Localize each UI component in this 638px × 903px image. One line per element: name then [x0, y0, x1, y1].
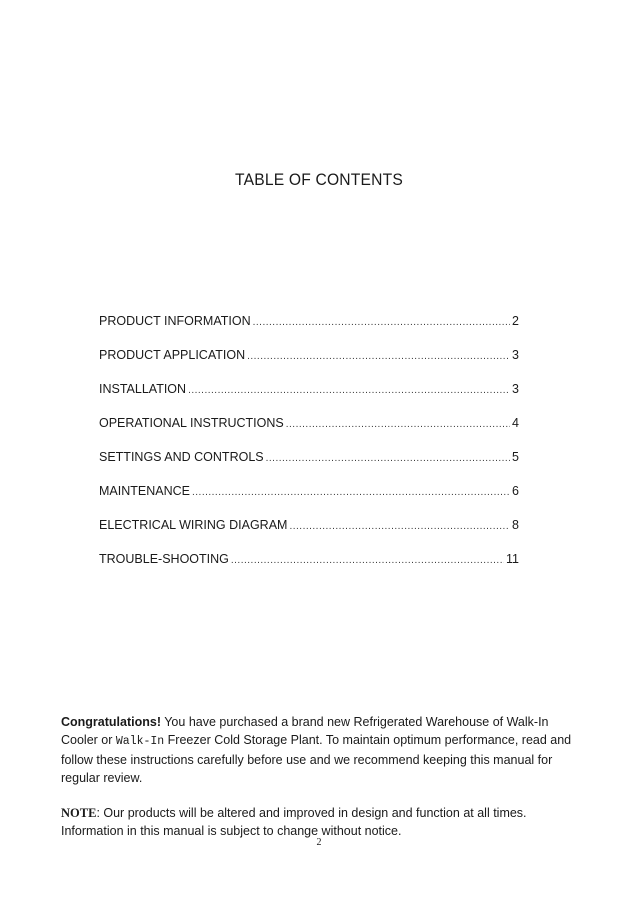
- toc-entry-page: 3: [512, 348, 519, 362]
- toc-entry-settings-and-controls[interactable]: [99, 449, 519, 483]
- table-of-contents: [99, 313, 519, 585]
- toc-entry-trouble-shooting[interactable]: [99, 551, 519, 585]
- toc-entry-label: SETTINGS AND CONTROLS: [99, 450, 264, 464]
- congratulations-text-continued: Freezer Cold Storage Plant. To maintain optimum performance, read and follow these instructions carefully before use and we recommend keeping this manual for regular review.: [61, 733, 572, 785]
- toc-leader-dots: [188, 383, 510, 399]
- toc-leader-dots: [192, 485, 510, 501]
- congratulations-label: Congratulations!: [61, 715, 161, 729]
- toc-entry-maintenance[interactable]: [99, 483, 519, 517]
- congratulations-paragraph: [61, 713, 586, 787]
- toc-entry-label: PRODUCT INFORMATION: [99, 314, 251, 328]
- toc-entry-page: 6: [512, 484, 519, 498]
- note-label: NOTE: [61, 806, 97, 820]
- toc-entry-product-information[interactable]: [99, 313, 519, 347]
- toc-entry-label: PRODUCT APPLICATION: [99, 348, 246, 362]
- toc-leader-dots: [253, 315, 510, 331]
- toc-entry-label: MAINTENANCE: [99, 484, 190, 498]
- page-title: TABLE OF CONTENTS: [235, 170, 403, 189]
- toc-entry-product-application[interactable]: [99, 347, 519, 381]
- toc-entry-label: ELECTRICAL WIRING DIAGRAM: [99, 518, 288, 532]
- toc-leader-dots: [247, 349, 510, 365]
- toc-entry-installation[interactable]: [99, 381, 519, 415]
- toc-leader-dots: [289, 519, 510, 535]
- toc-leader-dots: [231, 553, 504, 569]
- toc-entry-label: INSTALLATION: [99, 382, 187, 396]
- toc-leader-dots: [266, 451, 510, 467]
- toc-entry-operational-instructions[interactable]: [99, 415, 519, 449]
- toc-entry-electrical-wiring-diagram[interactable]: [99, 517, 519, 551]
- toc-entry-page: 8: [512, 518, 519, 532]
- toc-entry-page: 11: [506, 552, 519, 566]
- note-paragraph: [61, 804, 586, 840]
- toc-entry-page: 3: [512, 382, 519, 396]
- toc-entry-label: TROUBLE-SHOOTING: [99, 552, 229, 566]
- toc-entry-page: 4: [512, 416, 519, 430]
- toc-entry-label: OPERATIONAL INSTRUCTIONS: [99, 416, 284, 430]
- congratulations-text: You have purchased a brand new Refrigerated Warehouse of Walk-In Cooler or: [61, 715, 549, 747]
- toc-leader-dots: [286, 417, 510, 433]
- page-number: 2: [316, 837, 322, 848]
- note-text: : Our products will be altered and improved in design and function at all times. Information in this manual is subject to change without notice.: [61, 806, 527, 838]
- toc-entry-page: 5: [512, 450, 519, 464]
- intro-section: [61, 713, 586, 857]
- toc-entry-page: 2: [512, 314, 519, 328]
- walk-in-text: Walk-In: [115, 735, 165, 748]
